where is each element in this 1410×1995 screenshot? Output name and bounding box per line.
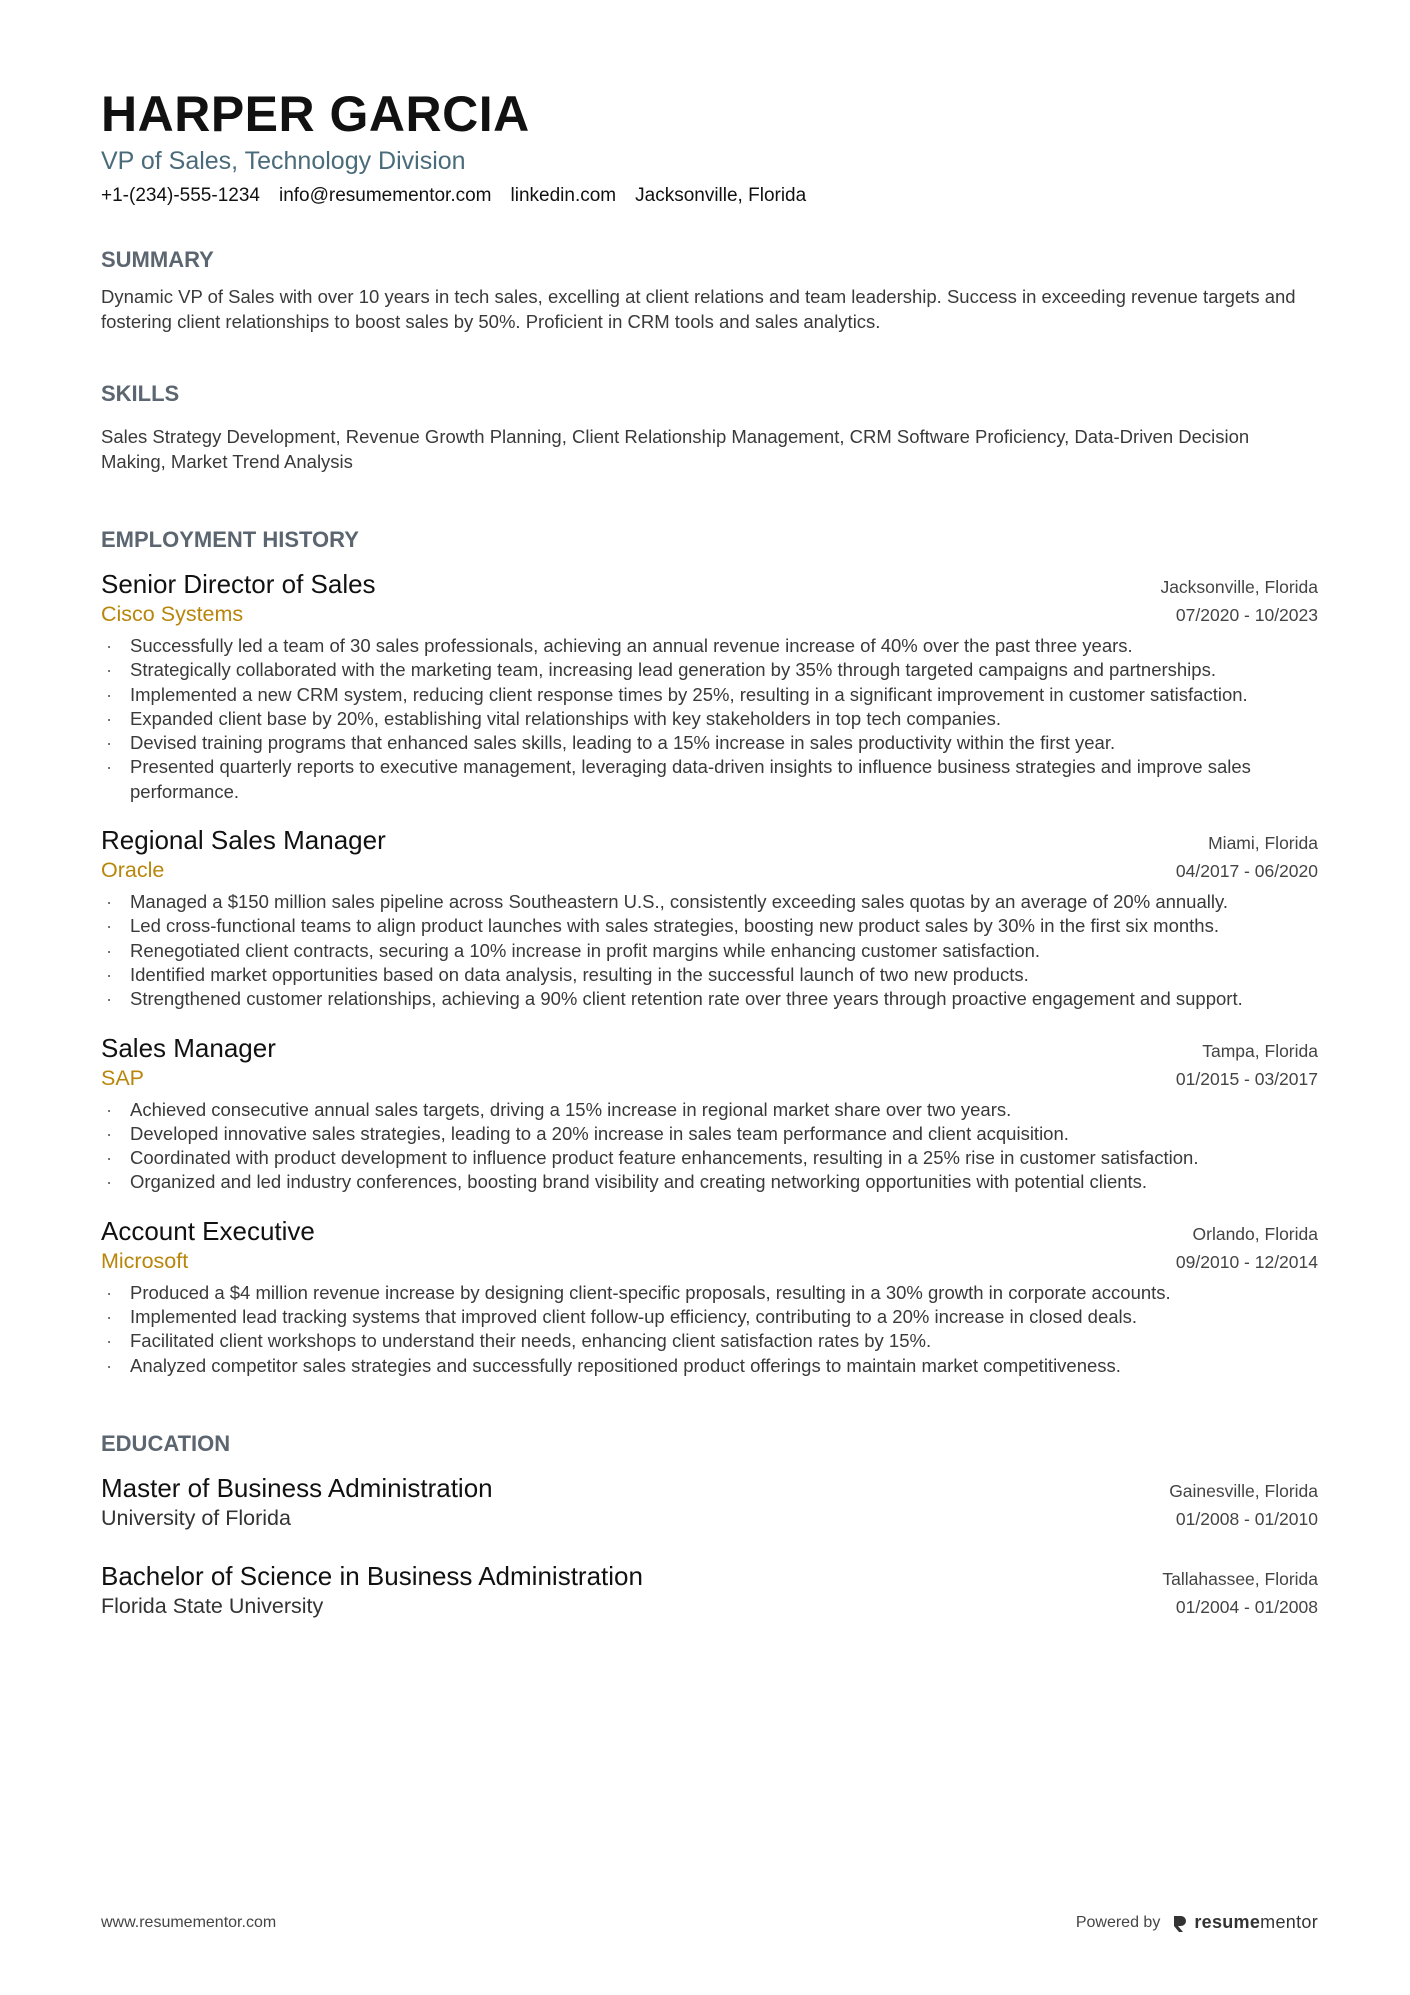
education-heading: EDUCATION <box>101 1430 231 1456</box>
job-bullet: · Analyzed competitor sales strategies and successfully repositioned product offerings to maintain market competitiveness. <box>101 1354 1318 1378</box>
summary-section <box>101 246 1318 334</box>
degree: Bachelor of Science in Business Administration <box>101 1560 643 1591</box>
job-location: Tampa, Florida <box>1202 1040 1318 1061</box>
job-bullets <box>101 1281 1318 1378</box>
job-bullet: · Managed a $150 million sales pipeline across Southeastern U.S., consistently exceeding sales quotas by an average of 20% annually. <box>101 890 1318 914</box>
employment-section <box>101 526 1318 1378</box>
brand-name-bold: resume <box>1194 1912 1261 1932</box>
job-role: Senior Director of Sales <box>101 569 376 599</box>
job-entry <box>101 1215 1318 1378</box>
linkedin: linkedin.com <box>510 185 617 206</box>
job-bullet: · Implemented a new CRM system, reducing client response times by 25%, resulting in a significant improvement in customer satisfaction. <box>101 683 1318 707</box>
job-role: Account Executive <box>101 1215 315 1246</box>
job-bullet: · Organized and led industry conferences, boosting brand visibility and creating networking opportunities with potential clients. <box>101 1170 1318 1194</box>
edu-dates: 01/2008 - 01/2010 <box>1175 1508 1318 1529</box>
powered-by <box>1076 1912 1318 1933</box>
job-location: Jacksonville, Florida <box>1160 577 1318 597</box>
job-entry <box>101 568 1318 804</box>
job-bullet: · Facilitated client workshops to understand their needs, enhancing client satisfaction rates by 15%. <box>101 1329 1318 1353</box>
job-bullets <box>101 634 1318 804</box>
job-bullet: · Coordinated with product development to influence product feature enhancements, resulting in a 25% rise in customer satisfaction. <box>101 1146 1318 1170</box>
job-bullet: · Renegotiated client contracts, securing a 10% increase in profit margins while enhancing customer satisfaction. <box>101 939 1318 963</box>
school: Florida State University <box>101 1593 324 1618</box>
job-location: Orlando, Florida <box>1192 1223 1318 1244</box>
edu-location: Tallahassee, Florida <box>1162 1568 1318 1589</box>
job-dates: 04/2017 - 06/2020 <box>1175 861 1318 882</box>
job-company: Oracle <box>101 858 165 883</box>
job-bullet: · Achieved consecutive annual sales targets, driving a 15% increase in regional market share over two years. <box>101 1098 1318 1122</box>
job-entry <box>101 824 1318 1011</box>
education-section <box>101 1430 1318 1620</box>
edu-dates: 01/2004 - 01/2008 <box>1175 1596 1318 1617</box>
summary-text: Dynamic VP of Sales with over 10 years in tech sales, excelling at client relations and team leadership. Success in exceeding revenue targets and fostering client relationships to boost sales by 50%. Proficient in CRM tools and sales analytics. <box>101 286 1296 332</box>
skills-text: Sales Strategy Development, Revenue Growth Planning, Client Relationship Management, CRM Software Proficiency, Data-Driven Decision Making, Market Trend Analysis <box>101 426 1250 472</box>
job-company: Cisco Systems <box>101 602 244 626</box>
job-bullet: · Devised training programs that enhanced sales skills, leading to a 15% increase in sales productivity within the first year. <box>101 731 1318 755</box>
contact-line <box>101 184 1318 208</box>
job-dates: 07/2020 - 10/2023 <box>1175 605 1318 625</box>
job-entry <box>101 1032 1318 1195</box>
footer-url[interactable]: www.resumementor.com <box>101 1913 277 1931</box>
job-bullet: · Identified market opportunities based on data analysis, resulting in the successful launch of two new products. <box>101 963 1318 987</box>
job-bullets <box>101 1098 1318 1195</box>
job-bullet: · Implemented lead tracking systems that improved client follow-up efficiency, contributing to a 20% increase in closed deals. <box>101 1305 1318 1329</box>
job-company: SAP <box>101 1065 145 1090</box>
job-bullet: · Developed innovative sales strategies, leading to a 20% increase in sales team performance and client acquisition. <box>101 1122 1318 1146</box>
job-bullet: · Successfully led a team of 30 sales professionals, achieving an annual revenue increase of 40% over the past three years. <box>101 634 1318 658</box>
job-bullets <box>101 890 1318 1011</box>
edu-location: Gainesville, Florida <box>1169 1480 1318 1501</box>
page-footer <box>101 1912 1318 1933</box>
resume-header <box>101 86 1318 208</box>
location: Jacksonville, Florida <box>635 185 807 206</box>
job-location: Miami, Florida <box>1208 833 1318 854</box>
candidate-title: VP of Sales, Technology Division <box>101 147 466 175</box>
job-bullet: · Strategically collaborated with the marketing team, increasing lead generation by 35% through targeted campaigns and partnerships. <box>101 658 1318 682</box>
email: info@resumementor.com <box>278 185 492 206</box>
brand-mark-icon <box>1172 1914 1188 1932</box>
job-bullet: · Produced a $4 million revenue increase by designing client-specific proposals, resulting in a 30% growth in corporate accounts. <box>101 1281 1318 1305</box>
job-role: Regional Sales Manager <box>101 825 386 856</box>
skills-section <box>101 380 1318 474</box>
candidate-name: HARPER GARCIA <box>101 86 530 142</box>
job-dates: 09/2010 - 12/2014 <box>1175 1251 1318 1272</box>
job-bullet: · Led cross-functional teams to align product launches with sales strategies, boosting new product sales by 30% in the first six months. <box>101 914 1318 938</box>
degree: Master of Business Administration <box>101 1472 493 1503</box>
skills-heading: SKILLS <box>101 381 180 406</box>
education-entry <box>101 1560 1318 1620</box>
summary-heading: SUMMARY <box>101 247 214 272</box>
job-bullet: · Presented quarterly reports to executive management, leveraging data-driven insights to influence business strategies and improve sales performance. <box>101 755 1318 804</box>
employment-heading: EMPLOYMENT HISTORY <box>101 527 359 552</box>
brand-name-light: mentor <box>1260 1912 1318 1932</box>
school: University of Florida <box>101 1505 291 1530</box>
brand-logo[interactable] <box>1172 1912 1318 1933</box>
job-bullet: · Strengthened customer relationships, achieving a 90% client retention rate over three years through proactive engagement and support. <box>101 987 1318 1011</box>
job-bullet: · Expanded client base by 20%, establishing vital relationships with key stakeholders in top tech companies. <box>101 707 1318 731</box>
powered-by-label: Powered by <box>1075 1913 1161 1931</box>
job-company: Microsoft <box>101 1248 189 1273</box>
education-entry <box>101 1472 1318 1532</box>
phone: +1-(234)-555-1234 <box>101 185 260 206</box>
job-role: Sales Manager <box>101 1032 276 1063</box>
job-dates: 01/2015 - 03/2017 <box>1175 1068 1318 1089</box>
